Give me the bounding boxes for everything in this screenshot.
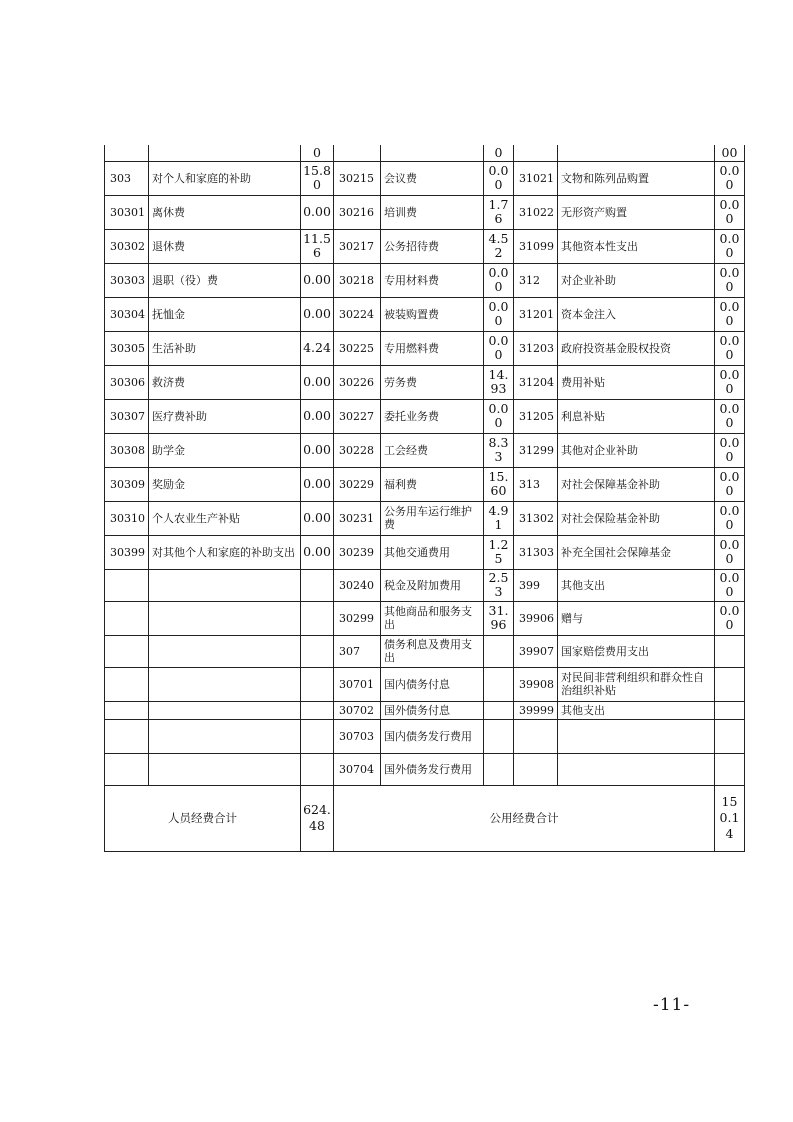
expense-item: 培训费 — [381, 195, 484, 229]
expense-item — [149, 701, 301, 719]
expense-item: 对社会保险基金补助 — [558, 501, 715, 535]
table-row — [105, 263, 745, 297]
amount: 0 — [301, 145, 334, 161]
amount: 0.00 — [301, 501, 334, 535]
amount: 14.93 — [484, 365, 514, 399]
amount — [301, 635, 334, 667]
table-row — [105, 753, 745, 785]
amount: 0.00 — [715, 467, 745, 501]
table-row — [105, 601, 745, 635]
expense-item: 助学金 — [149, 433, 301, 467]
expense-code: 31204 — [514, 365, 558, 399]
expense-code: 30228 — [334, 433, 381, 467]
amount — [715, 719, 745, 753]
expense-item — [558, 753, 715, 785]
expense-code — [105, 753, 149, 785]
expense-item: 对其他个人和家庭的补助支出 — [149, 535, 301, 569]
expense-item: 国外债务付息 — [381, 701, 484, 719]
amount: 0.00 — [301, 195, 334, 229]
expense-item: 工会经费 — [381, 433, 484, 467]
amount: 0.00 — [715, 535, 745, 569]
expense-code: 30216 — [334, 195, 381, 229]
expense-item: 税金及附加费用 — [381, 569, 484, 601]
expense-item: 退休费 — [149, 229, 301, 263]
expense-item: 费用补贴 — [558, 365, 715, 399]
expense-code: 30231 — [334, 501, 381, 535]
amount: 11.56 — [301, 229, 334, 263]
amount: 0.00 — [301, 433, 334, 467]
table-row — [105, 399, 745, 433]
expense-code: 30225 — [334, 331, 381, 365]
expense-code: 30309 — [105, 467, 149, 501]
page-number: -11- — [653, 995, 691, 1015]
table-row — [105, 161, 745, 195]
amount: 0.00 — [715, 501, 745, 535]
expense-code: 39999 — [514, 701, 558, 719]
amount: 0.00 — [715, 601, 745, 635]
amount — [301, 753, 334, 785]
expense-code: 39908 — [514, 667, 558, 701]
amount — [715, 753, 745, 785]
expense-code: 30301 — [105, 195, 149, 229]
table-row — [105, 569, 745, 601]
amount — [484, 719, 514, 753]
expense-item — [558, 145, 715, 161]
expense-item: 奖励金 — [149, 467, 301, 501]
amount: 0.00 — [484, 263, 514, 297]
expense-item — [149, 667, 301, 701]
amount: 0.00 — [715, 161, 745, 195]
expense-code — [105, 601, 149, 635]
expense-code: 30704 — [334, 753, 381, 785]
personnel-total-amount: 624.48 — [301, 785, 334, 851]
amount — [484, 635, 514, 667]
expense-item: 委托业务费 — [381, 399, 484, 433]
expense-item: 资本金注入 — [558, 297, 715, 331]
amount — [715, 667, 745, 701]
expense-code: 30217 — [334, 229, 381, 263]
expense-item — [149, 569, 301, 601]
personnel-total-label: 人员经费合计 — [105, 785, 301, 851]
amount: 0.00 — [484, 399, 514, 433]
public-total-amount: 150.14 — [715, 785, 745, 851]
amount: 4.24 — [301, 331, 334, 365]
table-row — [105, 667, 745, 701]
table-row — [105, 297, 745, 331]
expense-code: 30227 — [334, 399, 381, 433]
expense-code: 303 — [105, 161, 149, 195]
expense-code: 30304 — [105, 297, 149, 331]
expense-code: 30302 — [105, 229, 149, 263]
expense-item: 赠与 — [558, 601, 715, 635]
amount: 4.52 — [484, 229, 514, 263]
expense-item: 离休费 — [149, 195, 301, 229]
expense-item: 劳务费 — [381, 365, 484, 399]
expense-item: 对企业补助 — [558, 263, 715, 297]
expense-item: 个人农业生产补贴 — [149, 501, 301, 535]
expense-item: 补充全国社会保障基金 — [558, 535, 715, 569]
expense-item: 对社会保障基金补助 — [558, 467, 715, 501]
amount: 2.53 — [484, 569, 514, 601]
expense-item: 无形资产购置 — [558, 195, 715, 229]
expense-code: 30703 — [334, 719, 381, 753]
amount: 0.00 — [715, 229, 745, 263]
expense-item: 文物和陈列品购置 — [558, 161, 715, 195]
table-row — [105, 635, 745, 667]
expense-item: 救济费 — [149, 365, 301, 399]
expense-item: 公务招待费 — [381, 229, 484, 263]
expense-code: 30239 — [334, 535, 381, 569]
table-row — [105, 433, 745, 467]
expense-code — [105, 667, 149, 701]
expense-code: 312 — [514, 263, 558, 297]
amount — [715, 701, 745, 719]
table-row — [105, 331, 745, 365]
expense-code: 30229 — [334, 467, 381, 501]
expense-item: 抚恤金 — [149, 297, 301, 331]
expense-code — [514, 753, 558, 785]
expense-code: 307 — [334, 635, 381, 667]
amount: 0.00 — [715, 195, 745, 229]
expense-item: 被装购置费 — [381, 297, 484, 331]
amount: 0.00 — [484, 161, 514, 195]
expense-item: 医疗费补助 — [149, 399, 301, 433]
expense-code — [105, 719, 149, 753]
totals-row — [105, 785, 745, 851]
expense-item — [381, 145, 484, 161]
table-row — [105, 535, 745, 569]
amount: 0.00 — [484, 331, 514, 365]
expense-item: 其他商品和服务支出 — [381, 601, 484, 635]
amount: 0.00 — [715, 433, 745, 467]
expense-code: 30303 — [105, 263, 149, 297]
expense-code: 30299 — [334, 601, 381, 635]
expenditure-table — [104, 145, 745, 852]
expense-item: 生活补助 — [149, 331, 301, 365]
expense-item — [149, 719, 301, 753]
expense-code: 30702 — [334, 701, 381, 719]
expense-code — [334, 145, 381, 161]
expense-code: 30240 — [334, 569, 381, 601]
expense-item: 其他对企业补助 — [558, 433, 715, 467]
amount: 0 — [484, 145, 514, 161]
expense-item — [149, 601, 301, 635]
expense-item: 国外债务发行费用 — [381, 753, 484, 785]
amount: 0.00 — [715, 297, 745, 331]
amount: 4.91 — [484, 501, 514, 535]
expense-item: 其他交通费用 — [381, 535, 484, 569]
expense-item: 对个人和家庭的补助 — [149, 161, 301, 195]
expense-code: 31201 — [514, 297, 558, 331]
expense-item: 其他资本性支出 — [558, 229, 715, 263]
expense-code: 39907 — [514, 635, 558, 667]
expense-item: 国内债务发行费用 — [381, 719, 484, 753]
amount — [301, 719, 334, 753]
expense-item — [149, 145, 301, 161]
expense-code: 31302 — [514, 501, 558, 535]
expense-item: 专用材料费 — [381, 263, 484, 297]
amount: 0.00 — [301, 297, 334, 331]
table-row — [105, 467, 745, 501]
expense-code: 30215 — [334, 161, 381, 195]
table-row — [105, 229, 745, 263]
amount — [301, 701, 334, 719]
expense-code: 31203 — [514, 331, 558, 365]
amount — [301, 569, 334, 601]
amount: 15.80 — [301, 161, 334, 195]
public-total-label: 公用经费合计 — [334, 785, 715, 851]
table-row — [105, 701, 745, 719]
expense-code: 399 — [514, 569, 558, 601]
amount: 15.60 — [484, 467, 514, 501]
amount: 0.00 — [301, 467, 334, 501]
amount — [715, 635, 745, 667]
table-row — [105, 145, 745, 161]
amount: 0.00 — [301, 535, 334, 569]
table-row — [105, 195, 745, 229]
amount: 0.00 — [301, 399, 334, 433]
expense-code — [514, 719, 558, 753]
amount: 00 — [715, 145, 745, 161]
amount — [484, 667, 514, 701]
expense-code: 30218 — [334, 263, 381, 297]
amount — [484, 701, 514, 719]
expense-item: 退职（役）费 — [149, 263, 301, 297]
expense-code: 30701 — [334, 667, 381, 701]
expense-code — [105, 145, 149, 161]
expense-code: 30226 — [334, 365, 381, 399]
expense-item — [149, 753, 301, 785]
expense-item: 福利费 — [381, 467, 484, 501]
expense-item — [558, 719, 715, 753]
expense-code — [105, 635, 149, 667]
expense-code: 30305 — [105, 331, 149, 365]
expense-item: 国家赔偿费用支出 — [558, 635, 715, 667]
expense-code: 31099 — [514, 229, 558, 263]
amount: 1.25 — [484, 535, 514, 569]
amount: 0.00 — [715, 569, 745, 601]
expense-code: 30310 — [105, 501, 149, 535]
amount: 31.96 — [484, 601, 514, 635]
expense-item: 其他支出 — [558, 569, 715, 601]
expense-item: 其他支出 — [558, 701, 715, 719]
expense-code: 30224 — [334, 297, 381, 331]
expense-code — [105, 701, 149, 719]
table-row — [105, 719, 745, 753]
expense-code: 313 — [514, 467, 558, 501]
amount: 0.00 — [301, 365, 334, 399]
expense-item: 政府投资基金股权投资 — [558, 331, 715, 365]
amount: 0.00 — [484, 297, 514, 331]
expense-code: 31205 — [514, 399, 558, 433]
amount — [301, 601, 334, 635]
expense-item: 对民间非营利组织和群众性自治组织补贴 — [558, 667, 715, 701]
table-row — [105, 501, 745, 535]
expense-code: 30308 — [105, 433, 149, 467]
expense-code: 31303 — [514, 535, 558, 569]
expense-code: 31299 — [514, 433, 558, 467]
table-row — [105, 365, 745, 399]
expense-code — [105, 569, 149, 601]
expense-code — [514, 145, 558, 161]
expense-code: 39906 — [514, 601, 558, 635]
amount: 0.00 — [301, 263, 334, 297]
expense-item — [149, 635, 301, 667]
expense-item: 专用燃料费 — [381, 331, 484, 365]
expense-item: 国内债务付息 — [381, 667, 484, 701]
amount: 0.00 — [715, 399, 745, 433]
expense-code: 30307 — [105, 399, 149, 433]
amount — [301, 667, 334, 701]
expense-item: 公务用车运行维护费 — [381, 501, 484, 535]
expense-code: 31022 — [514, 195, 558, 229]
expense-code: 30399 — [105, 535, 149, 569]
expense-item: 债务利息及费用支出 — [381, 635, 484, 667]
amount: 0.00 — [715, 263, 745, 297]
amount: 8.33 — [484, 433, 514, 467]
expense-code: 31021 — [514, 161, 558, 195]
expense-item: 利息补贴 — [558, 399, 715, 433]
expense-code: 30306 — [105, 365, 149, 399]
amount: 1.76 — [484, 195, 514, 229]
amount — [484, 753, 514, 785]
table-body — [105, 145, 745, 785]
amount: 0.00 — [715, 331, 745, 365]
amount: 0.00 — [715, 365, 745, 399]
expense-item: 会议费 — [381, 161, 484, 195]
